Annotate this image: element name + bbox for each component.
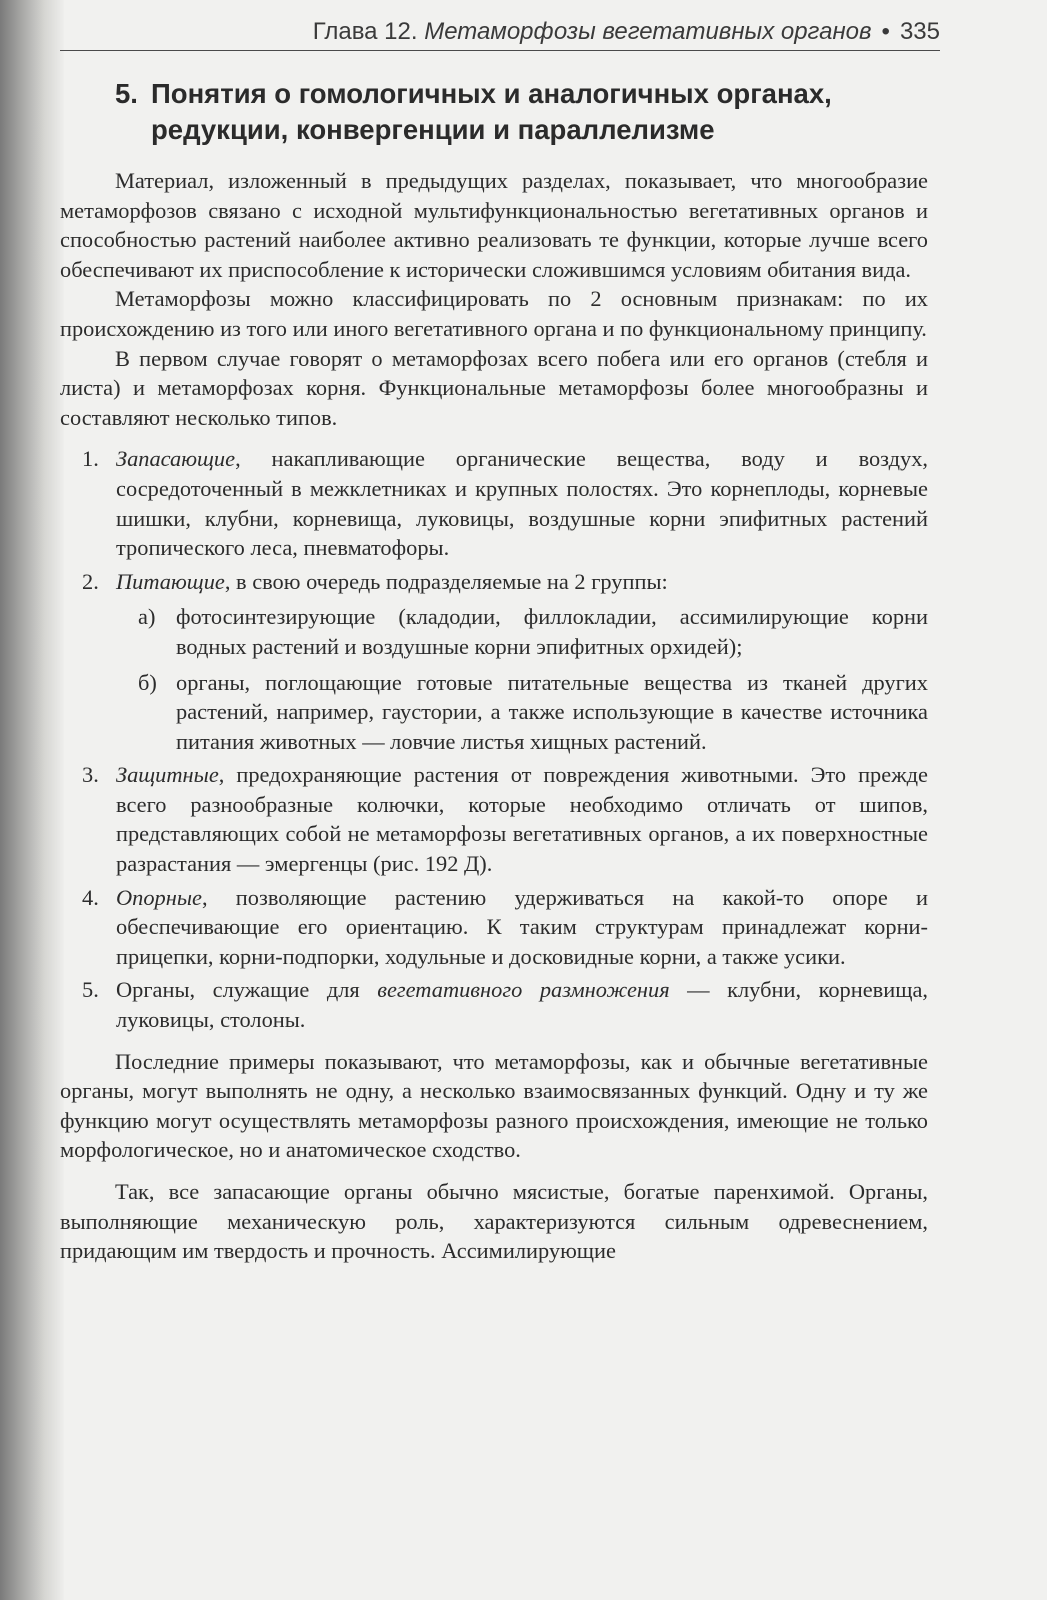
section-heading — [115, 76, 935, 148]
chapter-title: Метаморфозы вегетативных органов — [424, 18, 872, 45]
sub-list-item — [116, 668, 928, 757]
section-title-line2: редукции, конвергенции и параллелизме — [151, 114, 715, 145]
list-text: , накапливающие органические вещества, воду и воздух, сосредоточенный в межклетниках и крупных полостях. Это корнеплоды, корневые шишки, клубни, корневища, луковицы, воздушные корни эпифитных растений тропического леса, пневматофоры. — [116, 446, 928, 561]
list-marker: 5. — [82, 977, 99, 1003]
list-term: Питающие — [116, 568, 225, 594]
list-pre: Органы, служащие для — [116, 977, 378, 1003]
running-head — [60, 14, 940, 50]
section-title-line1: Понятия о гомологичных и аналогичных органах, — [151, 78, 832, 109]
sub-list-marker: б) — [138, 669, 157, 695]
list-text: , позволяющие растению удерживаться на какой-то опоре и обеспечивающие его ориентацию. К таким структурам принадлежат корни-прицепки, корни-подпорки, ходульные и досковидные корни, а также усики. — [116, 884, 928, 969]
paragraph: В первом случае говорят о метаморфозах всего побега или его органов (стебля и листа) и метаморфозах корня. Функциональные метаморфозы более многообразны и составляют несколько типов. — [60, 345, 928, 430]
bullet-icon: • — [881, 18, 890, 45]
paragraph: Метаморфозы можно классифицировать по 2 основным признакам: по их происхождению из того или иного вегетативного органа и по функциональному принципу. — [60, 286, 928, 341]
list-item — [60, 975, 928, 1034]
paragraph: Так, все запасающие органы обычно мясистые, богатые паренхимой. Органы, выполняющие механическую роль, характеризуются сильным одревеснением, придающим им твердость и прочность. Ассимилирующие — [60, 1179, 928, 1264]
page-number: 335 — [899, 18, 940, 45]
chapter-label: Глава 12. — [312, 18, 418, 45]
list-marker: 3. — [82, 762, 99, 788]
list-term: вегетативного размножения — [377, 977, 670, 1003]
list-item — [60, 444, 928, 562]
list-text: — клубни, корневища, луковицы, столоны. — [116, 977, 928, 1033]
sub-list-marker: а) — [138, 604, 156, 630]
paragraph: Материал, изложенный в предыдущих разделах, показывает, что многообразие метаморфозов связано с исходной мультифункциональностью вегетативных органов и способностью растений наиболее активно реализовать те функции, которые лучше всего обеспечивают их приспособление к исторически сложившимся условиям обитания вида. — [60, 168, 928, 282]
list-marker: 1. — [82, 446, 99, 472]
metamorphosis-types-list — [60, 444, 928, 1034]
section-number: 5. — [115, 78, 138, 109]
list-text: , в свою очередь подразделяемые на 2 группы: — [224, 568, 668, 594]
list-text: , предохраняющие растения от повреждения животными. Это прежде всего разнообразные колючки, которые необходимо отличать от шипов, представляющих собой не метаморфозы вегетативных органов, а их поверхностные разрастания — эмергенцы (рис. 192 Д). — [116, 762, 928, 877]
paragraph: Последние примеры показывают, что метаморфозы, как и обычные вегетативные органы, могут выполнять не одну, а несколько взаимосвязанных функций. Одну и ту же функцию могут осуществлять метаморфозы разного происхождения, имеющие не только морфологическое, но и анатомическое сходство. — [60, 1048, 928, 1163]
body-text — [60, 166, 928, 1266]
sub-list-item — [116, 602, 928, 661]
list-item — [60, 883, 928, 972]
header-rule — [60, 50, 940, 51]
list-term: Опорные — [116, 884, 202, 910]
list-term: Запасающие — [116, 446, 236, 472]
list-term: Защитные — [116, 762, 219, 788]
sub-list-text: фотосинтезирующие (кладодии, филлокладии, ассимилирующие корни водных растений и воздушные корни эпифитных орхидей); — [176, 604, 928, 659]
list-item — [60, 760, 928, 878]
book-spine-shadow — [0, 0, 64, 1600]
list-marker: 4. — [82, 884, 99, 910]
book-page — [60, 0, 940, 1600]
sub-list-text: органы, поглощающие готовые питательные вещества из тканей других растений, например, гаустории, а также использующие в качестве источника питания животных — ловчие листья хищных растений. — [176, 669, 928, 754]
list-marker: 2. — [82, 568, 99, 594]
list-item — [60, 567, 928, 757]
